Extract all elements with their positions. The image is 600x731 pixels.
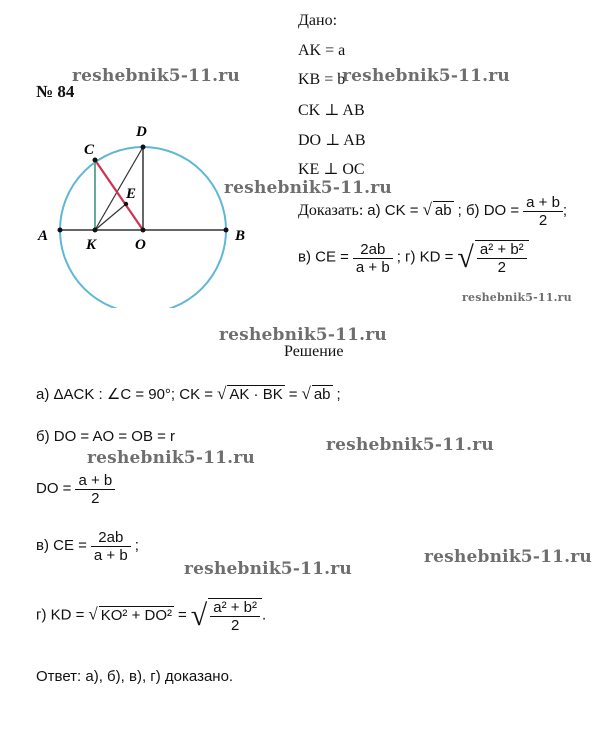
solution-line-a: а) ΔACK : ∠C = 90°; CK = √ AK · BK = √ ab ; xyxy=(36,384,341,403)
point-k xyxy=(93,228,98,233)
given-item: CK ⊥ AB xyxy=(298,102,365,119)
watermark: reshebnik5-11.ru xyxy=(219,325,387,345)
solution-v-text: в) CE = xyxy=(36,537,87,555)
given-item: AK = a xyxy=(298,42,346,59)
label-o: O xyxy=(135,237,146,253)
prove-b-fraction xyxy=(523,194,563,229)
label-b: B xyxy=(235,228,246,244)
solution-title: Решение xyxy=(284,343,344,360)
prove-line-2: в) CE = $\frac{2ab}{a + b}$ ; г) KD = √ $\frac{\text{a² + b²}}{2}$ xyxy=(298,240,529,276)
numerator: a² + b² xyxy=(479,241,524,258)
label-a: A xyxy=(38,228,49,244)
prove-line-1: Доказать: а) CK = √ ab ; б) DO = $\frac{a + b}{2}$ ; xyxy=(298,194,568,229)
watermark: reshebnik5-11.ru xyxy=(462,291,572,304)
label-e: E xyxy=(126,186,137,202)
solution-a-radicand: AK · BK xyxy=(229,386,283,403)
watermark: reshebnik5-11.ru xyxy=(87,448,255,468)
prove-label: Доказать: xyxy=(298,202,364,220)
point-o xyxy=(141,228,146,233)
label-c: C xyxy=(84,142,95,158)
solution-line-b1: б) DO = AO = OB = r xyxy=(36,428,176,445)
denominator: 2 xyxy=(523,211,563,229)
label-k: K xyxy=(86,237,97,253)
numerator: a + b xyxy=(526,194,560,211)
prove-v-fraction xyxy=(353,241,393,276)
semicolon: ; xyxy=(336,386,341,403)
equals-sign: = xyxy=(288,386,298,403)
given-item: KB = b xyxy=(298,71,346,88)
solution-v-fraction xyxy=(91,529,131,564)
solution-g-radicand: KO² + DO² xyxy=(100,606,173,624)
denominator: 2 xyxy=(210,616,260,634)
numerator: a² + b² xyxy=(213,599,258,616)
watermark: reshebnik5-11.ru xyxy=(72,66,240,86)
numerator: a + b xyxy=(78,472,113,489)
equals-sign: = xyxy=(178,606,187,624)
point-b xyxy=(224,228,229,233)
given-item: DO ⊥ AB xyxy=(298,132,366,149)
given-item: KE ⊥ OC xyxy=(298,161,365,178)
numerator: 2ab xyxy=(360,240,386,258)
denominator: 2 xyxy=(477,258,527,276)
prove-v: в) CE = xyxy=(298,248,349,266)
given-label: Дано: xyxy=(298,12,338,29)
segment-ke xyxy=(95,204,126,230)
numerator: 2ab xyxy=(98,529,124,546)
prove-g: ; г) KD = xyxy=(396,248,454,266)
prove-g-fraction xyxy=(477,241,527,276)
answer: Ответ: а), б), в), г) доказано. xyxy=(36,668,234,685)
solution-line-b2 xyxy=(36,472,115,507)
watermark: reshebnik5-11.ru xyxy=(326,435,494,455)
label-d: D xyxy=(136,124,147,140)
semicolon: ; xyxy=(134,537,139,555)
denominator: 2 xyxy=(75,489,115,507)
solution-a-text: а) ΔACK : ∠C = 90°; CK = xyxy=(36,386,214,403)
point-d xyxy=(141,145,146,150)
prove-a: а) CK = xyxy=(367,202,419,220)
problem-number: № 84 xyxy=(36,82,75,101)
solution-line-g: г) KD = √ KO² + DO² = √ $\frac{\text{a² + b²}}{2}$ . xyxy=(36,599,267,634)
watermark: reshebnik5-11.ru xyxy=(184,559,352,579)
solution-g-text: г) KD = xyxy=(36,606,85,624)
prove-b: ; б) DO = xyxy=(457,202,520,220)
point-a xyxy=(58,228,63,233)
solution-b-fraction xyxy=(75,472,115,507)
denominator: a + b xyxy=(91,546,131,564)
prove-a-radicand: ab xyxy=(434,202,452,220)
period: . xyxy=(262,606,267,624)
point-e xyxy=(124,202,128,206)
point-c xyxy=(93,158,98,163)
watermark: reshebnik5-11.ru xyxy=(424,547,592,567)
watermark: reshebnik5-11.ru xyxy=(224,178,392,198)
solution-b-text: DO = xyxy=(36,480,72,498)
watermark: reshebnik5-11.ru xyxy=(342,66,510,86)
solution-line-v xyxy=(36,529,139,564)
geometry-figure xyxy=(30,118,260,308)
solution-a-radicand-2: ab xyxy=(313,386,331,403)
solution-g-fraction xyxy=(210,599,260,634)
denominator: a + b xyxy=(353,258,393,276)
